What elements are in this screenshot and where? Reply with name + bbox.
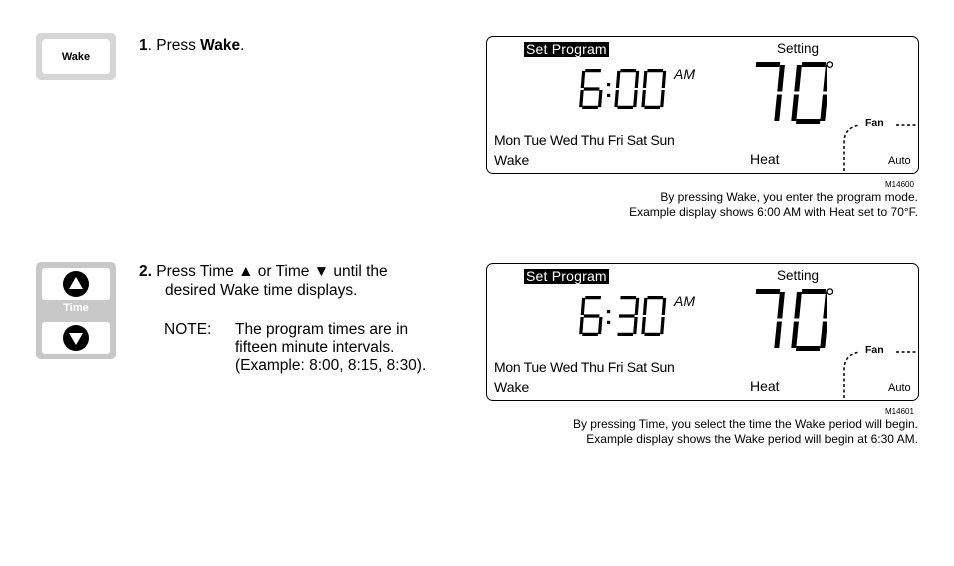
time-button-label: Time: [63, 302, 89, 314]
period-label: Wake: [494, 152, 530, 168]
fan-label: Fan: [865, 117, 884, 129]
weekdays-row: Mon Tue Wed Thu Fri Sat Sun: [494, 359, 675, 375]
time-down-button[interactable]: [42, 322, 110, 354]
setting-label: Setting: [777, 268, 820, 283]
note-line: fifteen minute intervals.: [235, 339, 395, 356]
time-up-button[interactable]: [42, 268, 110, 300]
time-digits: [577, 294, 677, 338]
mode-label: Heat: [750, 378, 780, 394]
fan-mode-label: Auto: [888, 155, 911, 167]
step-2-number: 2.: [139, 263, 152, 280]
fan-label: Fan: [865, 344, 884, 356]
ampm-label: AM: [674, 66, 695, 82]
step-2-instruction: [139, 262, 459, 300]
note-text: [235, 321, 475, 375]
caption-line: Example display shows 6:00 AM with Heat set to 70°F.: [629, 204, 918, 219]
up-triangle-icon: [62, 270, 90, 298]
note-line: (Example: 8:00, 8:15, 8:30).: [235, 357, 427, 374]
note-line: The program times are in: [235, 321, 409, 338]
ampm-label: AM: [674, 293, 695, 309]
fan-mode-label: Auto: [888, 382, 911, 394]
step-1-bold: Wake: [200, 37, 241, 54]
mode-label: Heat: [750, 151, 780, 167]
time-button: [36, 262, 116, 359]
wake-button-face: [42, 39, 110, 74]
figure-caption: [629, 190, 918, 219]
thermostat-display-2: [486, 263, 919, 401]
note-label: NOTE:: [164, 321, 212, 338]
thermostat-display-1: [486, 36, 919, 174]
step-1-suffix: .: [240, 37, 245, 54]
step-1-instruction: [139, 36, 244, 55]
figure-code: M14600: [885, 180, 914, 189]
caption-line: By pressing Wake, you enter the program mode.: [660, 190, 918, 204]
caption-line: Example display shows the Wake period will begin at 6:30 AM.: [586, 431, 918, 446]
wake-button[interactable]: [36, 33, 116, 80]
step-2-line2: desired Wake time displays.: [165, 282, 358, 299]
figure-code: M14601: [885, 407, 914, 416]
figure-caption: [573, 417, 918, 446]
temperature-digits: [743, 287, 827, 353]
weekdays-row: Mon Tue Wed Thu Fri Sat Sun: [494, 132, 675, 148]
set-program-badge: Set Program: [526, 268, 607, 284]
step-1-number: 1: [139, 37, 148, 54]
period-label: Wake: [494, 379, 530, 395]
set-program-badge: Set Program: [526, 41, 607, 57]
degree-symbol: °: [825, 284, 835, 311]
down-triangle-icon: [62, 324, 90, 352]
temperature-digits: [743, 60, 827, 126]
time-digits: [577, 67, 677, 111]
caption-line: By pressing Time, you select the time the Wake period will begin.: [572, 417, 918, 431]
step-1-prefix: . Press: [147, 37, 201, 54]
wake-button-label: Wake: [61, 50, 91, 63]
setting-label: Setting: [777, 41, 820, 56]
step-2-line1: Press Time ▲ or Time ▼ until the: [151, 263, 388, 280]
degree-symbol: °: [825, 57, 835, 84]
